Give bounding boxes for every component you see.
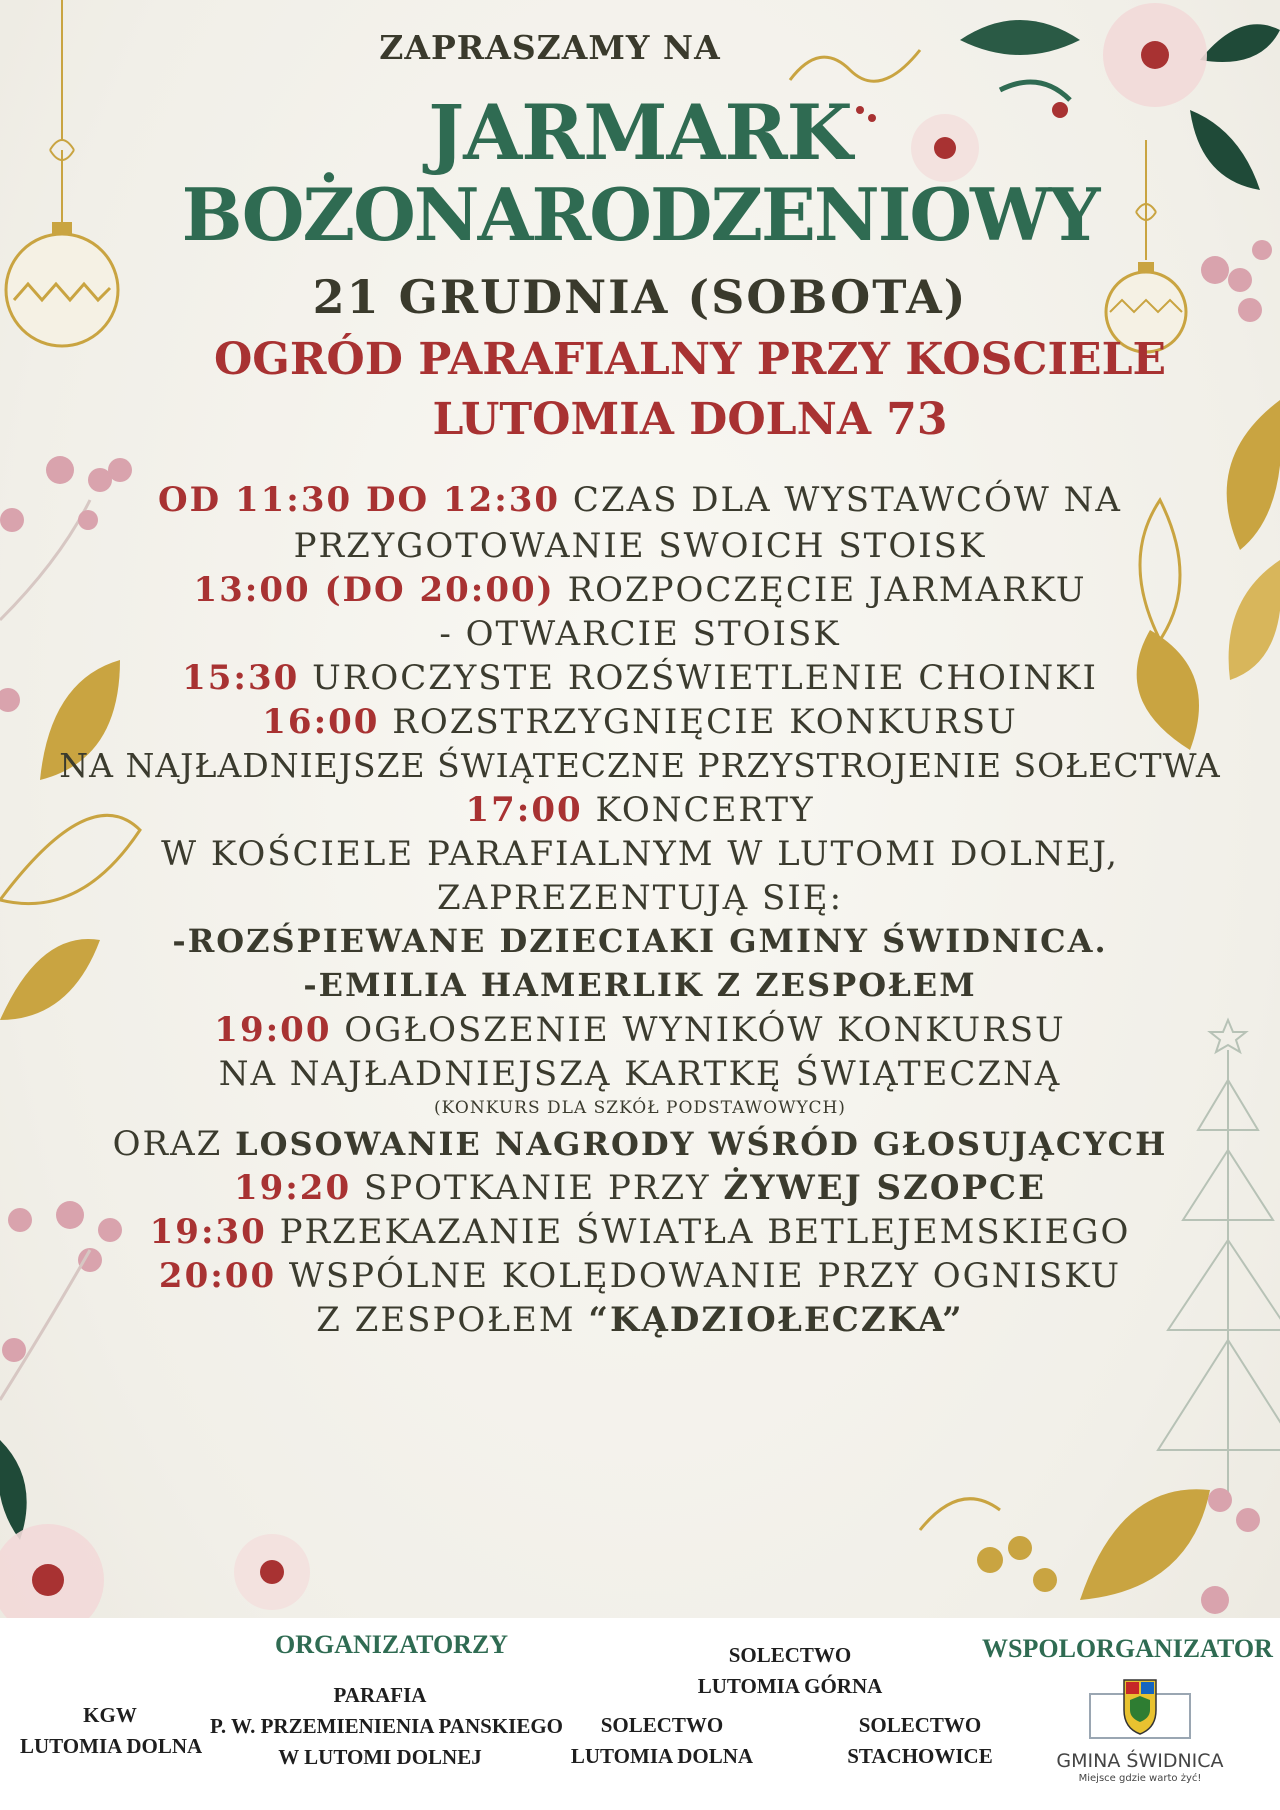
poinsettia-icon (0, 1524, 310, 1620)
program-text: NA NAJŁADNIEJSZĄ KARTKĘ ŚWIĄTECZNĄ (218, 1054, 1062, 1094)
program-line (0, 966, 1280, 1004)
gmina-crest-icon (1040, 1676, 1240, 1746)
organizer-line: STACHOWICE (847, 1744, 993, 1768)
program-text: CZAS DLA WYSTAWCÓW NA (560, 480, 1122, 520)
program-time: 17:00 (465, 790, 583, 830)
program-line (0, 1256, 1280, 1296)
program-line (0, 790, 1280, 830)
program-text: PRZYGOTOWANIE SWOICH STOISK (293, 526, 987, 566)
organizer-line: LUTOMIA GÓRNA (697, 1674, 883, 1698)
program-line (0, 878, 1280, 918)
program-line (0, 702, 1280, 742)
program-line (0, 526, 1280, 566)
gmina-logo (1040, 1676, 1240, 1796)
program-time: 16:00 (262, 702, 380, 742)
program-highlight: LOSOWANIE NAGRODY WŚRÓD GŁOSUJĄCYCH (235, 1125, 1168, 1163)
coorganizer-heading: WSPOLORGANIZATOR (982, 1634, 1273, 1663)
organizer-line: W LUTOMI DOLNEJ (278, 1745, 482, 1769)
program-line (0, 1010, 1280, 1050)
organizer-line: KGW (83, 1703, 137, 1727)
program-highlight: ŻYWEJ SZOPCE (723, 1168, 1047, 1208)
performer-name: -EMILIA HAMERLIK Z ZESPOŁEM (303, 966, 977, 1004)
program-text: UROCZYSTE ROZŚWIETLENIE CHOINKI (299, 658, 1098, 698)
program-time: 19:20 (233, 1168, 352, 1208)
program-line (0, 1054, 1280, 1094)
program-text: SPOTKANIE PRZY (351, 1168, 724, 1208)
organizer-line: LUTOMIA DOLNA (570, 1744, 754, 1768)
program-time: 15:30 (182, 658, 300, 698)
program-text: ZAPREZENTUJĄ SIĘ: (436, 878, 844, 918)
organizer-line: PARAFIA (333, 1683, 427, 1707)
program-line (0, 746, 1280, 785)
organizer-line: LUTOMIA DOLNA (20, 1734, 203, 1758)
program-line (0, 570, 1280, 610)
organizer-line: SOLECTWO (858, 1713, 982, 1737)
program-time: 20:00 (158, 1256, 277, 1296)
program-time: 19:00 (214, 1010, 332, 1050)
program-line (0, 658, 1280, 698)
program-text: ORAZ (112, 1124, 236, 1164)
performer-name: -ROZŚPIEWANE DZIECIAKI GMINY ŚWIDNICA. (172, 922, 1108, 960)
program-text: W KOŚCIELE PARAFIALNYM W LUTOMI DOLNEJ, (161, 834, 1119, 874)
program-line (0, 922, 1280, 960)
program-line (0, 1212, 1280, 1252)
program-line (0, 1300, 1280, 1340)
program-text: WSPÓLNE KOLĘDOWANIE PRZY OGNISKU (276, 1256, 1122, 1296)
program-text: NA NAJŁADNIEJSZE ŚWIĄTECZNE PRZYSTROJENIE SOŁECTWA (59, 746, 1221, 785)
program-note (0, 1098, 1280, 1118)
organizer-parafia (210, 1680, 564, 1773)
program-line (0, 1168, 1280, 1208)
program-text: KONCERTY (582, 790, 815, 830)
organizer-solectwo-stachowice (820, 1710, 1020, 1772)
title-line-2: BOŻONARODZENIOWY (181, 172, 1099, 257)
organizer-line: SOLECTWO (728, 1643, 852, 1667)
program-time: OD 11:30 DO 12:30 (158, 480, 561, 520)
program-line (0, 834, 1280, 874)
organizer-line: P. W. PRZEMIENIENIA PANSKIEGO (210, 1714, 564, 1738)
program-line (0, 480, 1280, 520)
program-text: ROZPOCZĘCIE JARMARKU (554, 570, 1087, 610)
program-text: (KONKURS DLA SZKÓŁ PODSTAWOWYCH) (434, 1098, 846, 1118)
program-line (0, 614, 1280, 654)
program-text: Z ZESPOŁEM (316, 1300, 589, 1340)
title-line-1: JARMARK (428, 88, 852, 177)
program-line (0, 1124, 1280, 1164)
gmina-tagline: Miejsce gdzie warto żyć! (1078, 1773, 1202, 1784)
program-text: ROZSTRZYGNIĘCIE KONKURSU (379, 702, 1018, 742)
organizer-solectwo-gorna (690, 1640, 890, 1702)
organizer-solectwo-dolna (562, 1710, 762, 1772)
program-time: 13:00 (DO 20:00) (193, 570, 555, 610)
invite-text: ZAPRASZAMY NA (379, 28, 721, 67)
program-text: OGŁOSZENIE WYNIKÓW KONKURSU (331, 1010, 1066, 1050)
venue-line-1: OGRÓD PARAFIALNY PRZY KOSCIELE (213, 334, 1167, 385)
organizer-line: SOLECTWO (600, 1713, 724, 1737)
gold-leaf-icon (920, 1488, 1260, 1614)
event-date: 21 GRUDNIA (SOBOTA) (312, 270, 968, 324)
organizers-heading: ORGANIZATORZY (275, 1630, 509, 1659)
program-time: 19:30 (149, 1212, 267, 1252)
holly-icon (0, 1440, 27, 1540)
program-text: - OTWARCIE STOISK (439, 614, 841, 654)
program-text: PRZEKAZANIE ŚWIATŁA BETLEJEMSKIEGO (266, 1212, 1131, 1252)
organizer-kgw (20, 1700, 203, 1762)
venue-line-2: LUTOMIA DOLNA 73 (432, 394, 948, 445)
organizers-footer (0, 1618, 1280, 1810)
gmina-name: GMINA ŚWIDNICA (1056, 1750, 1224, 1772)
program-highlight: “KĄDZIOŁECZKA” (588, 1300, 964, 1340)
